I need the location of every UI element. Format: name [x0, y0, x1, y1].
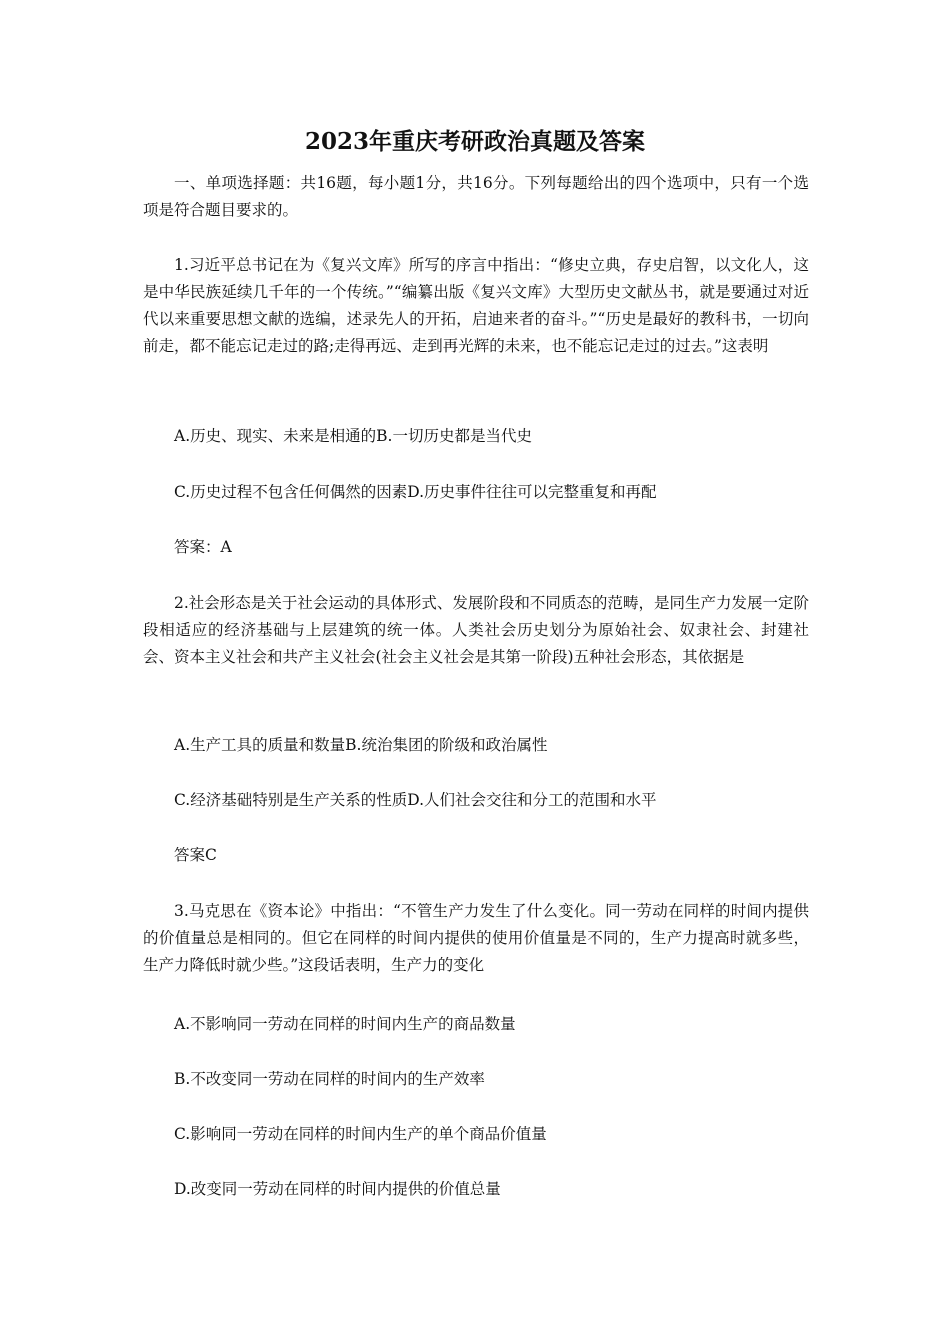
question-2-options-ab: A.生产工具的质量和数量B.统治集团的阶级和政治属性 [174, 736, 548, 754]
question-2-options-cd: C.经济基础特别是生产关系的性质D.人们社会交往和分工的范围和水平 [174, 791, 657, 809]
question-2-answer: 答案C [174, 846, 217, 864]
question-3-option-c: C.影响同一劳动在同样的时间内生产的单个商品价值量 [174, 1125, 547, 1143]
question-3-stem: 3.马克思在《资本论》中指出：“不管生产力发生了什么变化。同一劳动在同样的时间内提供的价值量总是相同的。但它在同样的时间内提供的使用价值量是不同的，生产力提高时就多些，生产力降低时就少些。”这段话表明，生产力的变化 [143, 902, 809, 974]
page-title: 2023年重庆考研政治真题及答案 [304, 128, 645, 155]
question-1-options-cd: C.历史过程不包含任何偶然的因素D.历史事件往往可以完整重复和再配 [174, 483, 657, 501]
question-1-stem: 1.习近平总书记在为《复兴文库》所写的序言中指出：“修史立典，存史启智，以文化人，这是中华民族延续几千年的一个传统。”“编纂出版《复兴文库》大型历史文献丛书，就是要通过对近代以来重要思想文献的选编，述录先人的开拓，启迪来者的奋斗。”“历史是最好的教科书，一切向前走，都不能忘记走过的路;走得再远、走到再光辉的未来，也不能忘记走过的过去。”这表明 [143, 256, 809, 355]
question-1-options-ab: A.历史、现实、未来是相通的B.一切历史都是当代史 [174, 427, 532, 445]
question-3-option-b: B.不改变同一劳动在同样的时间内的生产效率 [174, 1070, 485, 1088]
question-1-answer: 答案：A [174, 538, 232, 556]
section-intro: 一、单项选择题：共16题，每小题1分，共16分。下列每题给出的四个选项中，只有一个选项是符合题目要求的。 [143, 174, 809, 219]
question-3-option-d: D.改变同一劳动在同样的时间内提供的价值总量 [174, 1180, 501, 1198]
question-2-stem: 2.社会形态是关于社会运动的具体形式、发展阶段和不同质态的范畴，是同生产力发展一定阶段相适应的经济基础与上层建筑的统一体。人类社会历史划分为原始社会、奴隶社会、封建社会、资本主义社会和共产主义社会(社会主义社会是其第一阶段)五种社会形态，其依据是 [143, 594, 809, 666]
question-3-option-a: A.不影响同一劳动在同样的时间内生产的商品数量 [174, 1015, 516, 1033]
